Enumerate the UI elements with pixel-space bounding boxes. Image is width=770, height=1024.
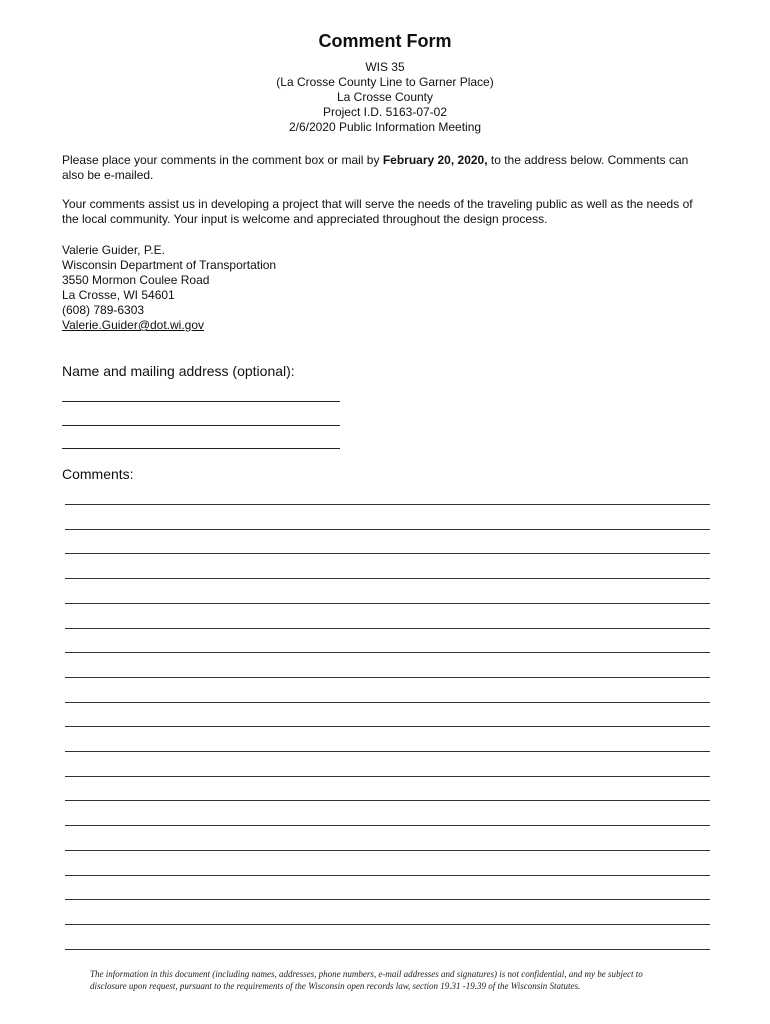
name-address-line[interactable] bbox=[62, 425, 340, 426]
contact-street: 3550 Mormon Coulee Road bbox=[62, 273, 210, 287]
contact-email-link[interactable]: Valerie.Guider@dot.wi.gov bbox=[62, 318, 205, 332]
comment-line[interactable] bbox=[65, 850, 710, 851]
project-header bbox=[0, 60, 770, 135]
name-address-line[interactable] bbox=[62, 448, 340, 449]
purpose-paragraph: Your comments assist us in developing a project that will serve the needs of the traveling public as well as the needs of the local community. Your input is welcome and appreciated throughout the design process. bbox=[62, 197, 693, 226]
name-address-line[interactable] bbox=[62, 401, 340, 402]
comment-line[interactable] bbox=[65, 751, 710, 752]
contact-phone: (608) 789-6303 bbox=[62, 303, 145, 317]
intro-paragraph bbox=[62, 153, 712, 183]
contact-block bbox=[62, 243, 276, 333]
contact-city: La Crosse, WI 54601 bbox=[62, 288, 175, 302]
comment-line[interactable] bbox=[65, 529, 710, 530]
header-meeting: 2/6/2020 Public Information Meeting bbox=[288, 120, 482, 134]
comment-line[interactable] bbox=[65, 949, 710, 950]
deadline-date: February 20, 2020, bbox=[382, 153, 488, 167]
intro-text-end: to the address below. Comments can also be e-mailed. bbox=[62, 153, 689, 182]
comment-line[interactable] bbox=[65, 652, 710, 653]
comment-line[interactable] bbox=[65, 726, 710, 727]
header-county: La Crosse County bbox=[336, 90, 434, 104]
comment-line[interactable] bbox=[65, 677, 710, 678]
comment-line[interactable] bbox=[65, 924, 710, 925]
header-project-id: Project I.D. 5163-07-02 bbox=[322, 105, 448, 119]
comment-line[interactable] bbox=[65, 825, 710, 826]
comment-line[interactable] bbox=[65, 504, 710, 505]
header-route: WIS 35 bbox=[365, 60, 405, 74]
comment-line[interactable] bbox=[65, 578, 710, 579]
comment-line[interactable] bbox=[65, 899, 710, 900]
comment-line[interactable] bbox=[65, 800, 710, 801]
comments-label: Comments: bbox=[62, 466, 134, 482]
intro-text-start: Please place your comments in the comment box or mail by bbox=[62, 153, 383, 167]
contact-name: Valerie Guider, P.E. bbox=[62, 243, 165, 257]
header-limits: (La Crosse County Line to Garner Place) bbox=[276, 75, 494, 89]
comment-line[interactable] bbox=[65, 628, 710, 629]
name-address-label: Name and mailing address (optional): bbox=[62, 363, 295, 379]
comment-line[interactable] bbox=[65, 603, 710, 604]
form-title: Comment Form bbox=[318, 31, 452, 51]
comment-line[interactable] bbox=[65, 776, 710, 777]
comment-line[interactable] bbox=[65, 702, 710, 703]
contact-organization: Wisconsin Department of Transportation bbox=[62, 258, 277, 272]
comment-line[interactable] bbox=[65, 875, 710, 876]
disclaimer-footer: The information in this document (including names, addresses, phone numbers, e-mail addresses and signatures) is not confidential, and my be subject to disclosure upon request, pursuant to the requirements of the Wisconsin open records law, section 19.31 -19.39 of the Wisconsin Statutes. bbox=[90, 969, 643, 991]
comment-line[interactable] bbox=[65, 553, 710, 554]
